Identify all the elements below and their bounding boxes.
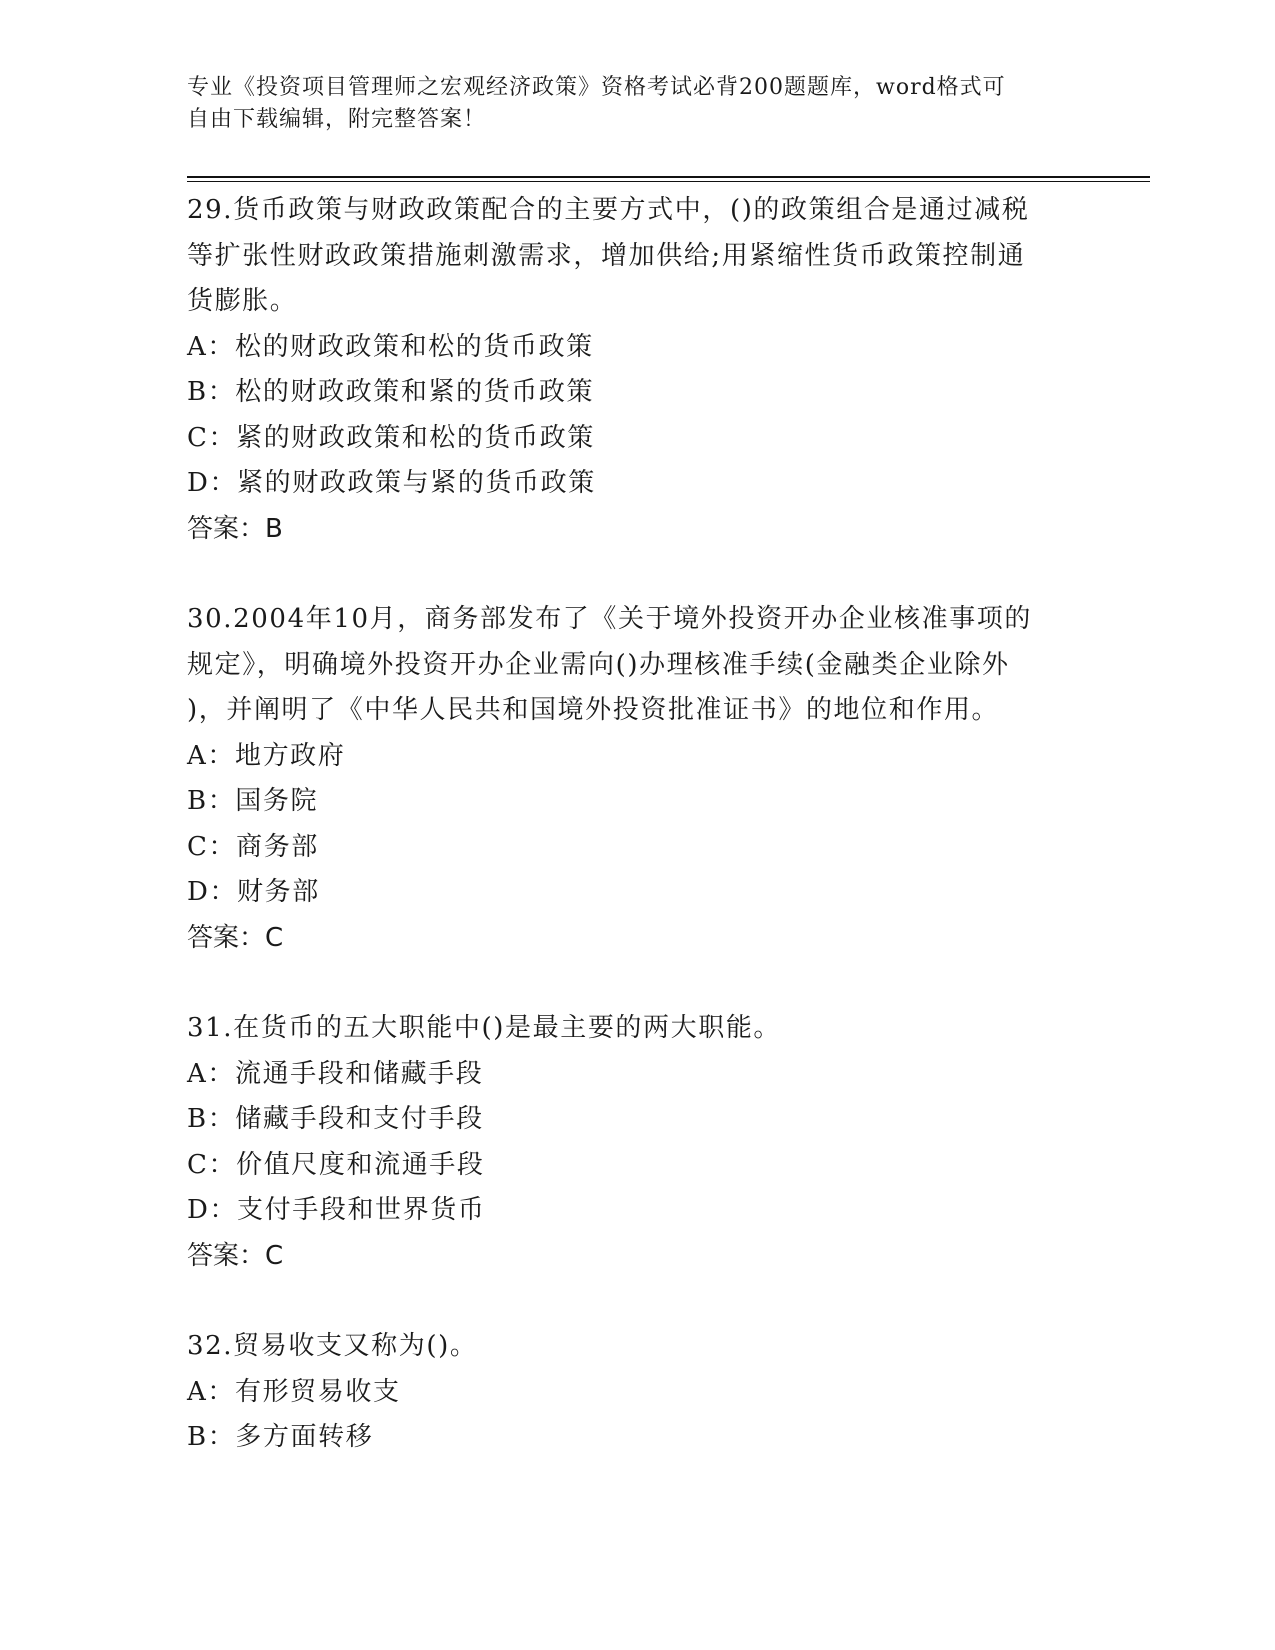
option-b: B：储藏手段和支付手段 <box>187 1104 484 1134</box>
question-stem-line: )，并阐明了《中华人民共和国境外投资批准证书》的地位和作用。 <box>187 695 1000 725</box>
answer: 答案：C <box>187 922 284 953</box>
question-30 <box>187 597 1087 961</box>
question-31 <box>187 1006 1087 1279</box>
option-b: B：多方面转移 <box>187 1422 374 1452</box>
answer: 答案：C <box>187 1240 284 1271</box>
question-stem-line: 规定》，明确境外投资开办企业需向()办理核准手续(金融类企业除外 <box>187 649 1010 680</box>
answer: 答案：B <box>187 513 283 544</box>
option-a: A：地方政府 <box>187 740 346 771</box>
option-a: A：松的财政政策和松的货币政策 <box>187 331 594 362</box>
header-divider <box>187 176 1150 178</box>
question-stem-line: 货膨胀。 <box>187 286 298 316</box>
question-stem-line: 29.货币政策与财政政策配合的主要方式中，()的政策组合是通过减税 <box>187 195 1030 225</box>
option-c: C：商务部 <box>187 831 319 862</box>
question-spacer <box>187 1279 1087 1324</box>
header-divider-thin <box>187 181 1150 182</box>
question-stem-line: 30.2004年10月，商务部发布了《关于境外投资开办企业核准事项的 <box>187 604 1033 634</box>
option-d: D：支付手段和世界货币 <box>187 1195 486 1225</box>
option-a: A：有形贸易收支 <box>187 1376 401 1407</box>
header-title-line-2: 自由下载编辑，附完整答案！ <box>187 107 487 132</box>
header-title-line-1: 专业《投资项目管理师之宏观经济政策》资格考试必背200题题库，word格式可 <box>187 75 1006 100</box>
question-stem-line: 等扩张性财政政策措施刺激需求，增加供给;用紧缩性货币政策控制通 <box>187 240 1026 271</box>
option-d: D：财务部 <box>187 877 320 907</box>
question-32 <box>187 1324 1087 1461</box>
question-stem-line: 32.贸易收支又称为()。 <box>187 1331 478 1361</box>
question-29 <box>187 188 1087 552</box>
question-stem-line: 31.在货币的五大职能中()是最主要的两大职能。 <box>187 1013 782 1043</box>
option-c: C：紧的财政政策和松的货币政策 <box>187 422 595 453</box>
option-d: D：紧的财政政策与紧的货币政策 <box>187 468 596 498</box>
document-header <box>187 72 1087 136</box>
option-b: B：国务院 <box>187 786 319 816</box>
question-list <box>187 188 1087 1461</box>
option-b: B：松的财政政策和紧的货币政策 <box>187 377 595 407</box>
question-spacer <box>187 552 1087 597</box>
option-c: C：价值尺度和流通手段 <box>187 1149 485 1180</box>
option-a: A：流通手段和储藏手段 <box>187 1058 484 1089</box>
question-spacer <box>187 961 1087 1006</box>
